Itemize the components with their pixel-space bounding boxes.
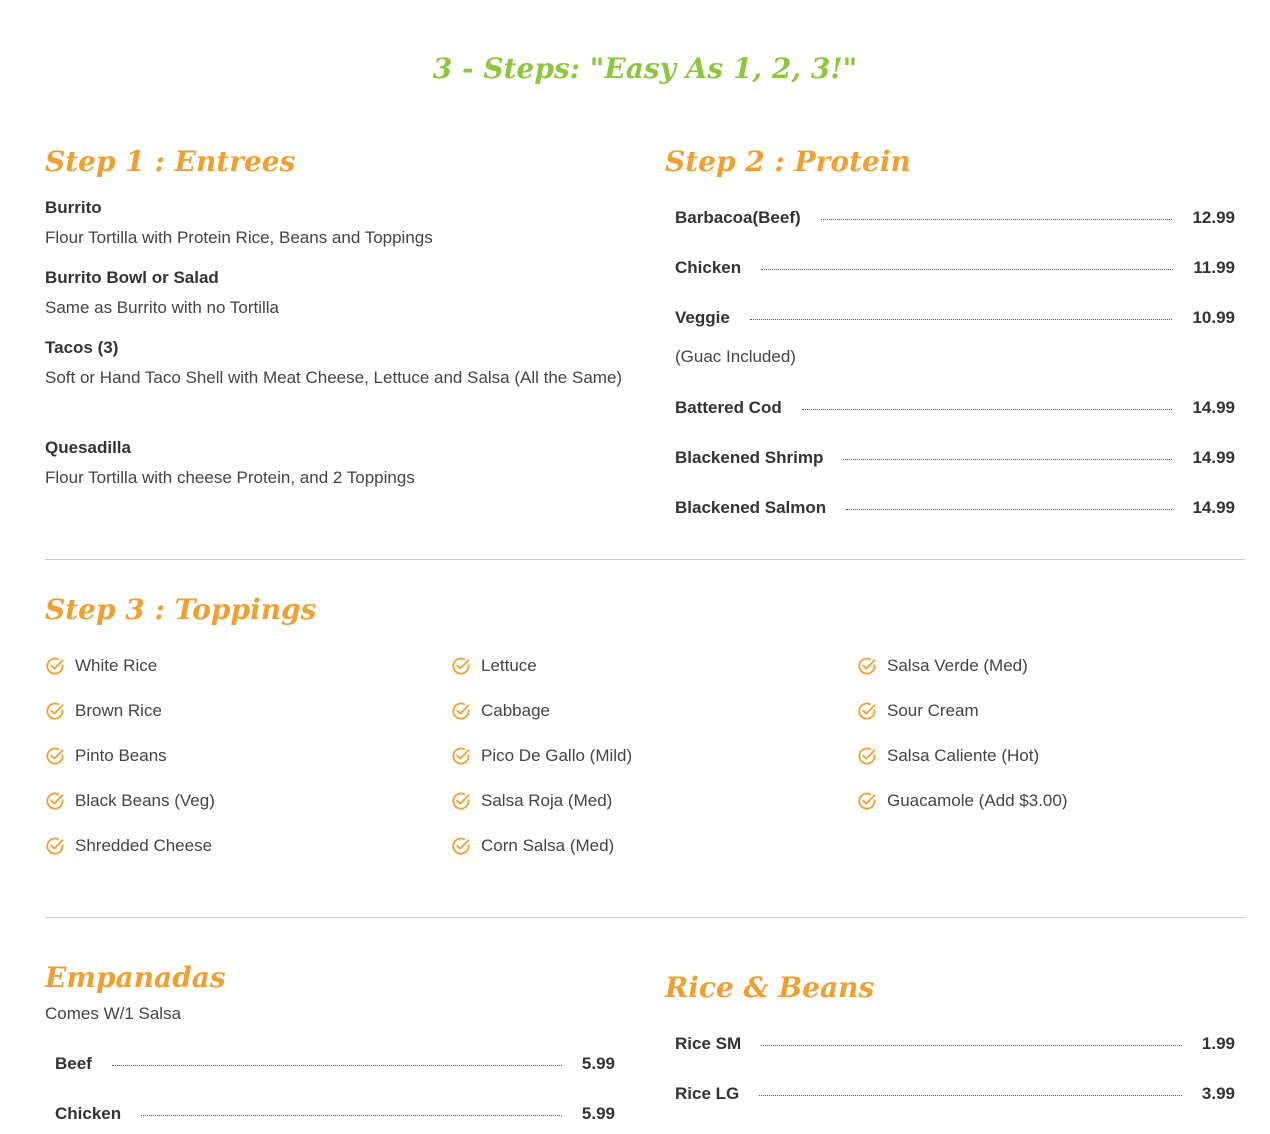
topping-item bbox=[45, 744, 167, 768]
item-price: 10.99 bbox=[1192, 308, 1235, 327]
topping-item bbox=[45, 654, 157, 678]
item-name: Rice SM bbox=[675, 1034, 742, 1053]
check-circle-icon bbox=[451, 656, 471, 676]
topping-label: Guacamole (Add $3.00) bbox=[887, 791, 1068, 810]
item-price: 5.99 bbox=[581, 1054, 615, 1073]
dotted-leader bbox=[759, 1095, 1182, 1096]
topping-item bbox=[451, 744, 632, 768]
topping-item bbox=[451, 834, 614, 858]
item-price: 14.99 bbox=[1192, 448, 1235, 467]
item-name: Battered Cod bbox=[675, 398, 782, 417]
entree-description: Flour Tortilla with Protein Rice, Beans and Toppings bbox=[45, 228, 433, 247]
dotted-leader bbox=[821, 219, 1173, 220]
topping-label: Cabbage bbox=[481, 701, 551, 720]
item-name: Blackened Salmon bbox=[675, 498, 827, 517]
entree-description: Flour Tortilla with cheese Protein, and 2 Toppings bbox=[45, 468, 415, 487]
step1-heading: Step 1 : Entrees bbox=[45, 145, 296, 178]
check-circle-icon bbox=[45, 701, 65, 721]
empanada-row bbox=[55, 1052, 615, 1076]
item-price: 5.99 bbox=[581, 1104, 615, 1123]
dotted-leader bbox=[761, 269, 1173, 270]
item-name: Chicken bbox=[55, 1104, 122, 1123]
topping-item bbox=[857, 654, 1028, 678]
item-price: 1.99 bbox=[1201, 1034, 1235, 1053]
topping-item bbox=[451, 654, 537, 678]
rice-beans-heading: Rice & Beans bbox=[665, 971, 875, 1004]
topping-label: Pinto Beans bbox=[75, 746, 167, 765]
check-circle-icon bbox=[451, 701, 471, 721]
topping-item bbox=[451, 699, 550, 723]
item-price: 11.99 bbox=[1193, 258, 1235, 277]
protein-row bbox=[675, 206, 1235, 230]
item-name: Beef bbox=[55, 1054, 92, 1073]
protein-row bbox=[675, 396, 1235, 420]
check-circle-icon bbox=[451, 791, 471, 811]
topping-label: Brown Rice bbox=[75, 701, 162, 720]
dotted-leader bbox=[846, 509, 1172, 510]
entree-description: Same as Burrito with no Tortilla bbox=[45, 298, 280, 317]
topping-item bbox=[45, 699, 162, 723]
item-price: 14.99 bbox=[1192, 398, 1235, 417]
check-circle-icon bbox=[45, 656, 65, 676]
topping-label: Salsa Caliente (Hot) bbox=[887, 746, 1040, 765]
page-title: 3 - Steps: "Easy As 1, 2, 3!" bbox=[432, 52, 858, 85]
check-circle-icon bbox=[45, 791, 65, 811]
check-circle-icon bbox=[857, 746, 877, 766]
protein-row bbox=[675, 306, 1235, 330]
empanadas-subtitle: Comes W/1 Salsa bbox=[45, 1004, 182, 1023]
topping-label: Sour Cream bbox=[887, 701, 979, 720]
protein-row bbox=[675, 496, 1235, 520]
dotted-leader bbox=[141, 1115, 562, 1116]
topping-item bbox=[857, 789, 1068, 813]
topping-label: Salsa Roja (Med) bbox=[481, 791, 613, 810]
check-circle-icon bbox=[451, 836, 471, 856]
entree-name: Burrito Bowl or Salad bbox=[45, 268, 219, 287]
entree-description: Soft or Hand Taco Shell with Meat Cheese, Lettuce and Salsa (All the Same) bbox=[45, 368, 623, 387]
veggie-note: (Guac Included) bbox=[675, 347, 796, 366]
check-circle-icon bbox=[45, 836, 65, 856]
rice-row bbox=[675, 1032, 1235, 1056]
dotted-leader bbox=[761, 1045, 1182, 1046]
item-price: 3.99 bbox=[1201, 1084, 1235, 1103]
topping-item bbox=[857, 699, 979, 723]
step3-heading: Step 3 : Toppings bbox=[45, 593, 317, 626]
dotted-leader bbox=[802, 409, 1173, 410]
empanadas-heading: Empanadas bbox=[45, 961, 226, 994]
entree-name: Tacos (3) bbox=[45, 338, 119, 357]
entree-name: Quesadilla bbox=[45, 438, 131, 457]
item-name: Veggie bbox=[675, 308, 730, 327]
item-name: Chicken bbox=[675, 258, 742, 277]
item-name: Rice LG bbox=[675, 1084, 740, 1103]
rice-row bbox=[675, 1082, 1235, 1106]
section-divider bbox=[45, 559, 1245, 560]
protein-row bbox=[675, 446, 1235, 470]
dotted-leader bbox=[750, 319, 1173, 320]
protein-row bbox=[675, 256, 1235, 280]
topping-item bbox=[45, 789, 215, 813]
topping-label: Lettuce bbox=[481, 656, 537, 675]
item-name: Barbacoa(Beef) bbox=[675, 208, 801, 227]
item-name: Blackened Shrimp bbox=[675, 448, 824, 467]
topping-label: White Rice bbox=[75, 656, 158, 675]
entree-name: Burrito bbox=[45, 198, 102, 217]
topping-label: Pico De Gallo (Mild) bbox=[481, 746, 633, 765]
item-price: 14.99 bbox=[1192, 498, 1235, 517]
topping-item bbox=[451, 789, 612, 813]
section-divider bbox=[45, 917, 1245, 918]
topping-item bbox=[857, 744, 1039, 768]
step2-heading: Step 2 : Protein bbox=[665, 145, 911, 178]
empanada-row bbox=[55, 1102, 615, 1126]
topping-label: Corn Salsa (Med) bbox=[481, 836, 615, 855]
check-circle-icon bbox=[857, 656, 877, 676]
dotted-leader bbox=[843, 459, 1172, 460]
check-circle-icon bbox=[857, 701, 877, 721]
topping-item bbox=[45, 834, 212, 858]
topping-label: Salsa Verde (Med) bbox=[887, 656, 1028, 675]
check-circle-icon bbox=[857, 791, 877, 811]
topping-label: Black Beans (Veg) bbox=[75, 791, 215, 810]
item-price: 12.99 bbox=[1192, 208, 1235, 227]
dotted-leader bbox=[112, 1065, 562, 1066]
topping-label: Shredded Cheese bbox=[75, 836, 213, 855]
check-circle-icon bbox=[451, 746, 471, 766]
check-circle-icon bbox=[45, 746, 65, 766]
